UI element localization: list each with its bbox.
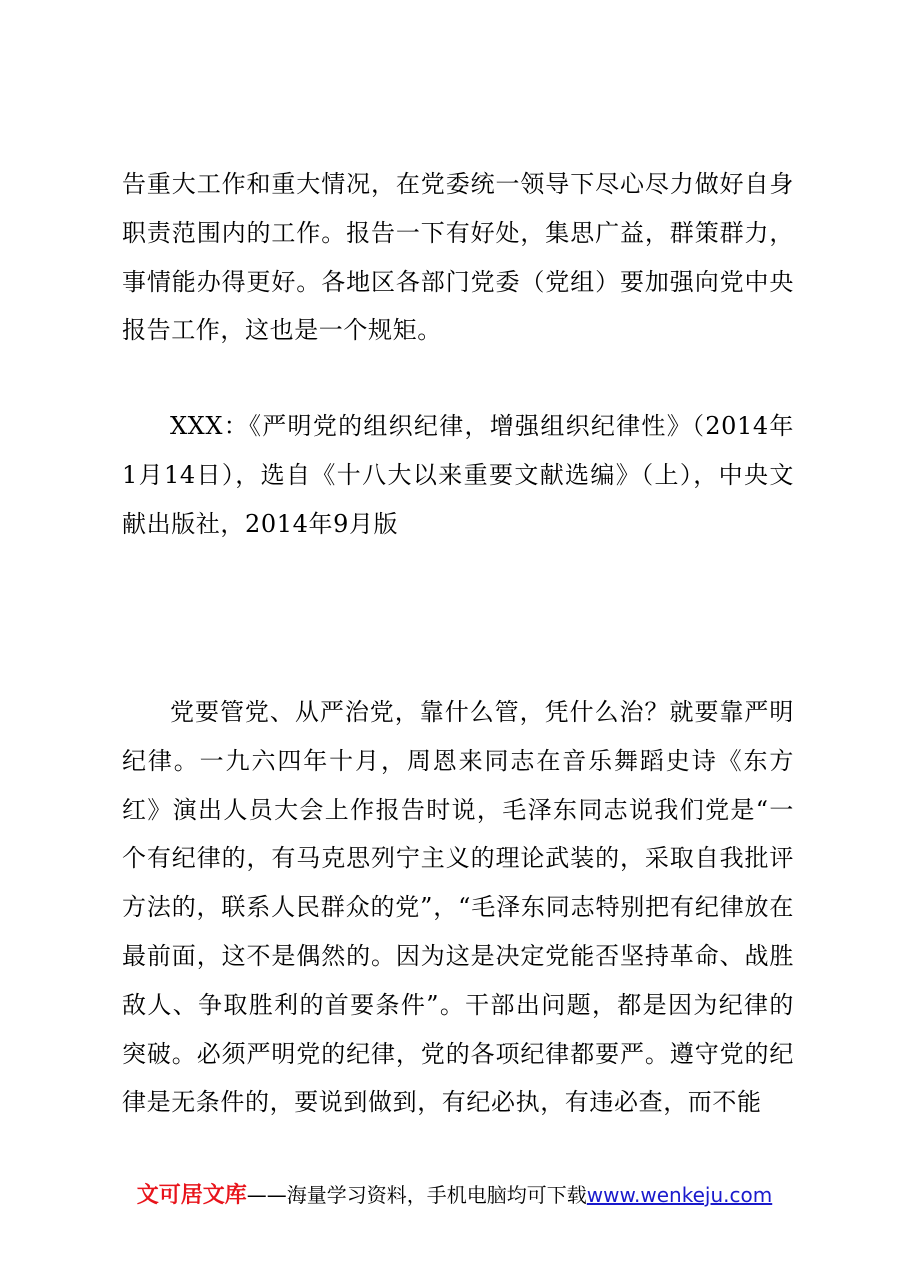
- citation-paragraph: XXX：《严明党的组织纪律，增强组织纪律性》（2014年1月14日），选自《十八大以来重要文献选编》（上），中央文献出版社，2014年9月版: [122, 412, 794, 538]
- paragraph-continuation: 告重大工作和重大情况，在党委统一领导下尽心尽力做好自身职责范围内的工作。报告一下有好处，集思广益，群策群力，事情能办得更好。各地区各部门党委（党组）要加强向党中央报告工作，这也是一个规矩。: [122, 170, 794, 345]
- footer-banner: [0, 1180, 909, 1211]
- footer-slogan: ——海量学习资料，手机电脑均可下载: [246, 1183, 587, 1207]
- body-paragraph: 党要管党、从严治党，靠什么管，凭什么治？就要靠严明纪律。一九六四年十月，周恩来同志在音乐舞蹈史诗《东方红》演出人员大会上作报告时说，毛泽东同志说我们党是“一个有纪律的，有马克思列宁主义的理论武装的，采取自我批评方法的，联系人民群众的党”，“毛泽东同志特别把有纪律放在最前面，这不是偶然的。因为这是决定党能否坚持革命、战胜敌人、争取胜利的首要条件”。干部出问题，都是因为纪律的突破。必须严明党的纪律，党的各项纪律都要严。遵守党的纪律是无条件的，要说到做到，有纪必执，有违必查，而不能: [122, 698, 794, 1117]
- footer-brand: 文可居文库: [136, 1183, 247, 1208]
- footer-url-link[interactable]: www.wenkeju.com: [586, 1183, 773, 1207]
